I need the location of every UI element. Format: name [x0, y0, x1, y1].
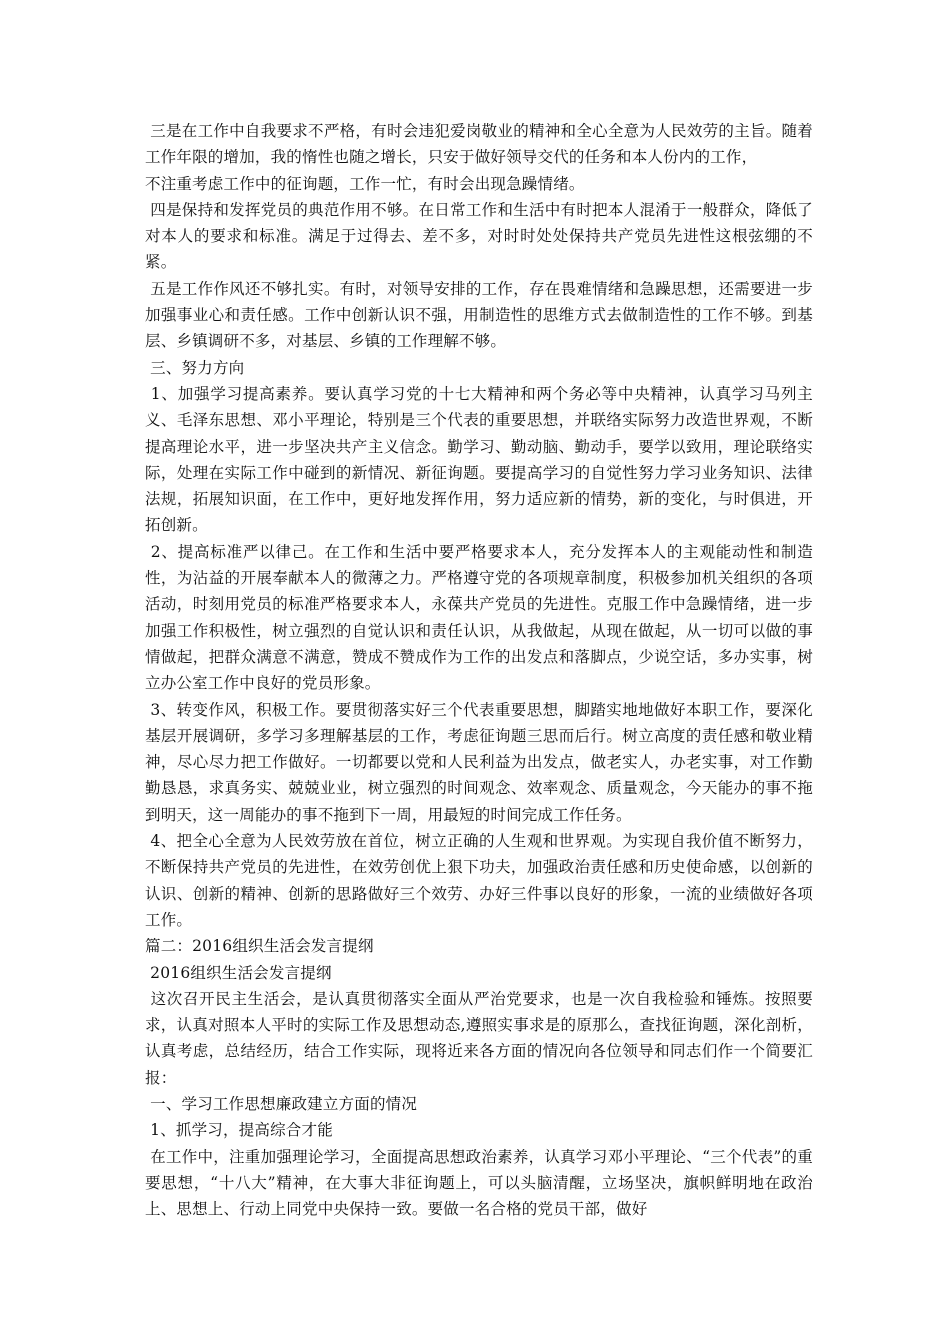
paragraph-theory-study: 在工作中，注重加强理论学习，全面提高思想政治素养，认真学习邓小平理论、“三个代表”的重要思想，“十八大”精神，在大事大非征询题上，可以头脑清醒，立场坚决，旗帜鲜明地在政治上、思想上、行动上同党中央保持一致。要做一名合格的党员干部，做好	[145, 1147, 813, 1219]
article-two-title: 篇二：2016组织生活会发言提纲	[145, 937, 374, 956]
paragraph-intro: 这次召开民主生活会，是认真贯彻落实全面从严治党要求，也是一次自我检验和锤炼。按照要求，认真对照本人平时的实际工作及思想动态,遵照实事求是的原那么，查找征询题，深化剖析，认真考虑，总结经历，结合工作实际，现将近来各方面的情况向各位领导和同志们作一个简要汇报：	[145, 989, 814, 1087]
paragraph-problem-consideration: 不注重考虑工作中的征询题，工作一忙，有时会出现急躁情绪。	[145, 174, 585, 193]
document-page	[145, 118, 813, 1222]
paragraph-item-1-study: 1、加强学习提高素养。要认真学习党的十七大精神和两个务必等中央精神，认真学习马列主义、毛泽东思想、邓小平理论，特别是三个代表的重要思想，并联络实际努力改造世界观，不断提高理论水平，进一步坚决共产主义信念。勤学习、勤动脑、勤动手，要学以致用，理论联络实际，处理在实际工作中碰到的新情况、新征询题。要提高学习的自觉性努力学习业务知识、法律法规，拓展知识面，在工作中，更好地发挥作用，努力适应新的情势，新的变化，与时俱进，开拓创新。	[145, 384, 813, 535]
paragraph-item-2-standards: 2、提高标准严以律己。在工作和生活中要严格要求本人，充分发挥本人的主观能动性和制造性，为沾益的开展奉献本人的微薄之力。严格遵守党的各项规章制度，积极参加机关组织的各项活动，时刻用党员的标准严格要求本人，永葆共产党员的先进性。克服工作中急躁情绪，进一步加强工作积极性，树立强烈的自觉认识和责任认识，从我做起，从现在做起，从一切可以做的事情做起，把群众满意不满意，赞成不赞成作为工作的出发点和落脚点，少说空话，多办实事，树立办公室工作中良好的党员形象。	[145, 542, 813, 693]
article-two-subtitle: 2016组织生活会发言提纲	[145, 963, 332, 982]
section-heading-study-work: 一、学习工作思想廉政建立方面的情况	[145, 1094, 418, 1113]
section-heading-effort-direction: 三、努力方向	[145, 358, 245, 377]
paragraph-self-discipline: 三是在工作中自我要求不严格，有时会违犯爱岗敬业的精神和全心全意为人民效劳的主旨。随着工作年限的增加，我的惰性也随之增长，只安于做好领导交代的任务和本人份内的工作，	[145, 122, 813, 167]
paragraph-item-4-service: 4、把全心全意为人民效劳放在首位，树立正确的人生观和世界观。为实现自我价值不断努力，不断保持共产党员的先进性，在效劳创优上狠下功夫，加强政治责任感和历史使命感，以创新的认识、创新的精神、创新的思路做好三个效劳、办好三件事以良好的形象，一流的业绩做好各项工作。	[145, 832, 813, 929]
paragraph-work-style: 五是工作作风还不够扎实。有时，对领导安排的工作，存在畏难情绪和急躁思想，还需要进一步加强事业心和责任感。工作中创新认识不强，用制造性的思维方式去做制造性的工作不够。到基层、乡镇调研不多，对基层、乡镇的工作理解不够。	[145, 279, 813, 351]
subheading-study-ability: 1、抓学习，提高综合才能	[145, 1121, 333, 1140]
paragraph-item-3-work-style: 3、转变作风，积极工作。要贯彻落实好三个代表重要思想，脚踏实地地做好本职工作，要深化基层开展调研，多学习多理解基层的工作，考虑征询题三思而后行。树立高度的责任感和敬业精神，尽心尽力把工作做好。一切都要以党和人民利益为出发点，做老实人，办老实事，对工作勤勤恳恳，求真务实、兢兢业业，树立强烈的时间观念、效率观念、质量观念，今天能办的事不拖到明天，这一周能办的事不拖到下一周，用最短的时间完成工作任务。	[145, 700, 813, 824]
paragraph-exemplary-role: 四是保持和发挥党员的典范作用不够。在日常工作和生活中有时把本人混淆于一般群众，降低了对本人的要求和标准。满足于过得去、差不多，对时时处处保持共产党员先进性这根弦绷的不紧。	[145, 200, 813, 272]
